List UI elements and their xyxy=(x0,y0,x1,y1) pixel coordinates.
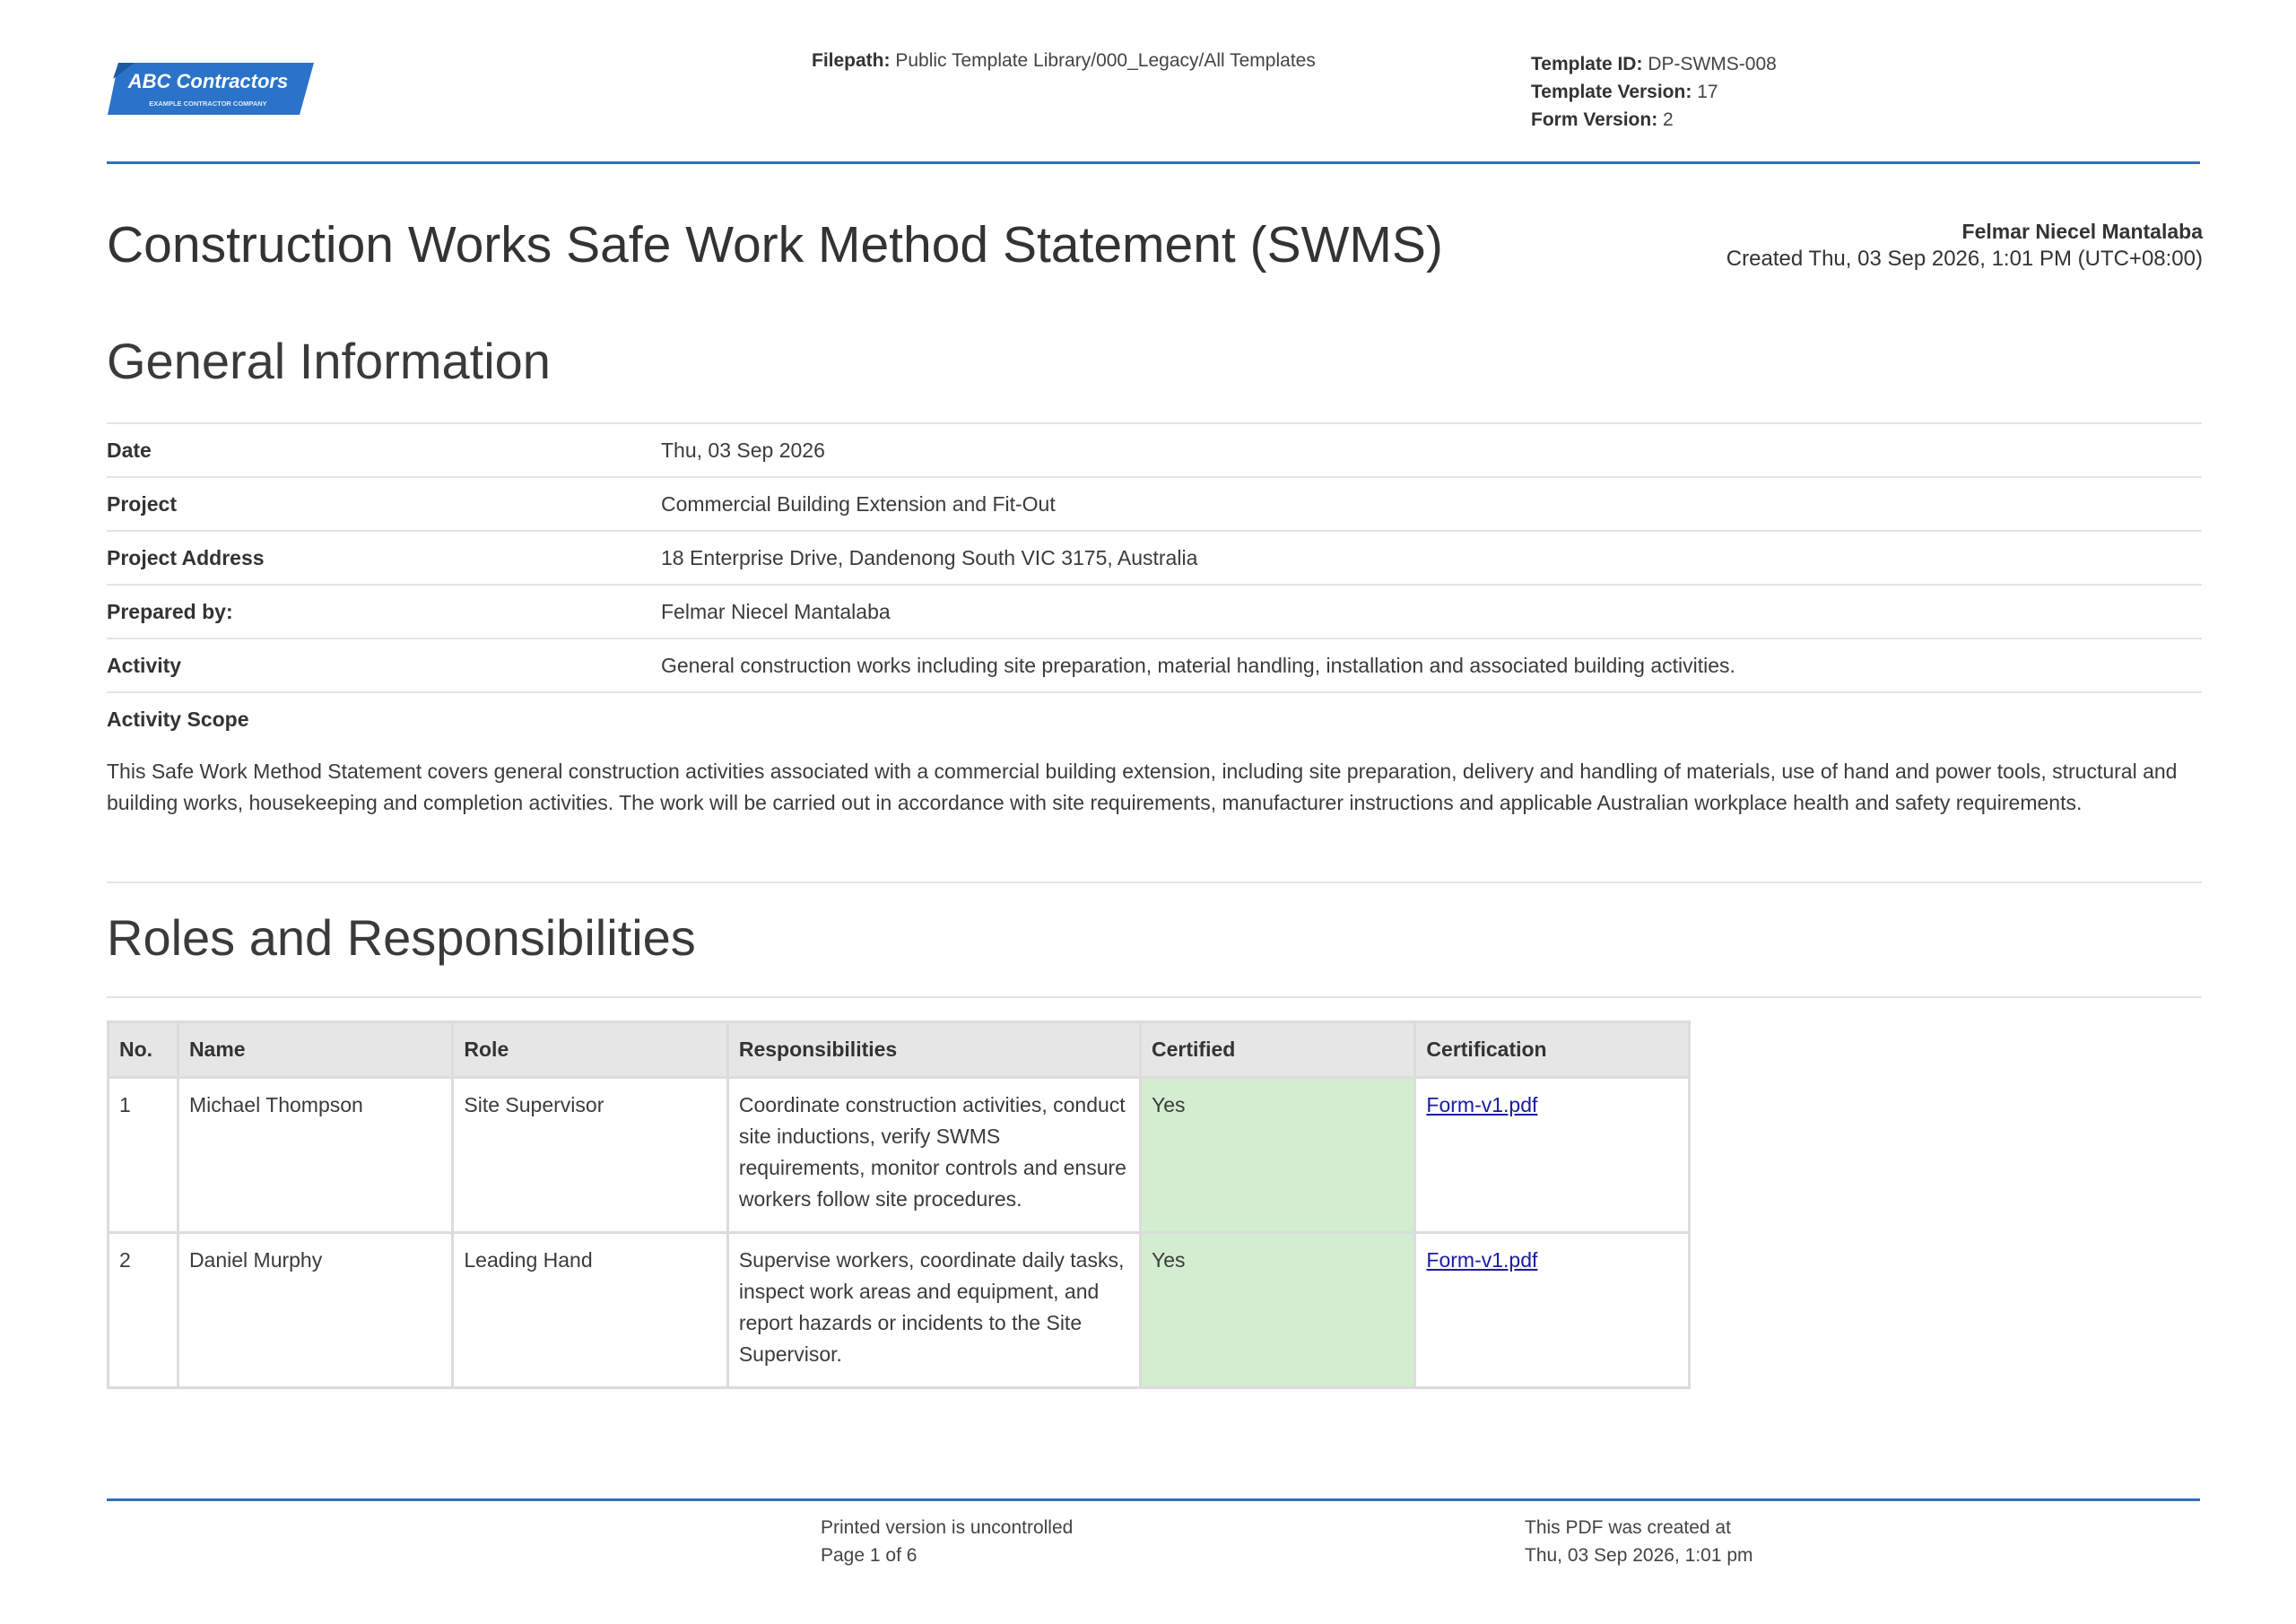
column-header-role: Role xyxy=(453,1022,727,1078)
pdf-created-value: Thu, 03 Sep 2026, 1:01 pm xyxy=(1525,1545,1753,1566)
footer-left xyxy=(821,1514,1073,1569)
cell-role: Leading Hand xyxy=(453,1233,727,1388)
footer-divider xyxy=(107,1498,2200,1501)
cell-responsibilities: Supervise workers, coordinate daily tasks, inspect work areas and equipment, and report hazards or incidents to the Site Supervisor. xyxy=(727,1233,1140,1388)
info-value: Commercial Building Extension and Fit-Out xyxy=(661,492,1056,516)
cell-certified: Yes xyxy=(1141,1078,1415,1233)
column-header-name: Name xyxy=(178,1022,452,1078)
cell-certification xyxy=(1415,1233,1690,1388)
filepath-label: Filepath: xyxy=(812,50,891,71)
info-label: Activity xyxy=(107,654,182,677)
general-info-list xyxy=(107,422,2202,693)
form-version-value: 2 xyxy=(1663,109,1674,130)
template-id-value: DP-SWMS-008 xyxy=(1648,54,1777,74)
info-row-prepared-by xyxy=(107,586,2202,639)
section-heading-general: General Information xyxy=(107,333,551,389)
section-divider xyxy=(107,996,2202,998)
template-meta xyxy=(1531,50,1777,134)
table-header-row xyxy=(109,1022,1690,1078)
activity-scope-label: Activity Scope xyxy=(107,708,249,731)
form-version xyxy=(1531,106,1777,134)
logo-tagline: EXAMPLE CONTRACTOR COMPANY xyxy=(149,100,267,108)
info-label: Project xyxy=(107,492,177,516)
author-name: Felmar Niecel Mantalaba xyxy=(1961,220,2203,243)
roles-table xyxy=(107,1020,1691,1389)
cell-responsibilities: Coordinate construction activities, conduct site inductions, verify SWMS requirements, monitor controls and ensure workers follow site procedures. xyxy=(727,1078,1140,1233)
table-row xyxy=(109,1233,1690,1388)
cell-name: Michael Thompson xyxy=(178,1078,452,1233)
filepath xyxy=(812,50,1316,72)
section-divider xyxy=(107,881,2202,883)
cell-certification xyxy=(1415,1078,1690,1233)
cell-no: 1 xyxy=(109,1078,178,1233)
footer-right xyxy=(1525,1514,1753,1569)
info-label: Prepared by: xyxy=(107,600,233,623)
section-heading-roles: Roles and Responsibilities xyxy=(107,909,696,966)
document-title: Construction Works Safe Work Method Statement (SWMS) xyxy=(107,216,1443,274)
form-version-label: Form Version: xyxy=(1531,109,1658,130)
info-label: Project Address xyxy=(107,546,265,569)
cell-no: 2 xyxy=(109,1233,178,1388)
cell-name: Daniel Murphy xyxy=(178,1233,452,1388)
info-row-project xyxy=(107,478,2202,532)
company-logo xyxy=(108,61,314,117)
certification-file-link[interactable]: Form-v1.pdf xyxy=(1426,1248,1538,1272)
template-version-label: Template Version: xyxy=(1531,82,1692,102)
template-version xyxy=(1531,78,1777,106)
column-header-responsibilities: Responsibilities xyxy=(727,1022,1140,1078)
filepath-value: Public Template Library/000_Legacy/All Templates xyxy=(895,50,1316,71)
logo-brand: ABC Contractors xyxy=(127,70,289,92)
pdf-created-label: This PDF was created at xyxy=(1525,1517,1731,1538)
table-row xyxy=(109,1078,1690,1233)
cell-certified: Yes xyxy=(1141,1233,1415,1388)
template-version-value: 17 xyxy=(1697,82,1718,102)
info-row-activity xyxy=(107,639,2202,693)
author-block xyxy=(1726,220,2203,272)
info-row-address xyxy=(107,532,2202,586)
created-timestamp: Created Thu, 03 Sep 2026, 1:01 PM (UTC+08:00) xyxy=(1726,247,2203,271)
uncontrolled-notice: Printed version is uncontrolled xyxy=(821,1517,1074,1538)
header-divider xyxy=(107,161,2200,164)
info-row-date xyxy=(107,424,2202,478)
page-number: Page 1 of 6 xyxy=(821,1545,918,1566)
info-value: Thu, 03 Sep 2026 xyxy=(661,439,825,462)
info-label: Date xyxy=(107,439,152,462)
activity-scope-text: This Safe Work Method Statement covers general construction activities associated with a commercial building extension, including site preparation, delivery and handling of materials, use of hand and power tools, structural and building works, housekeeping and completion activities. The work will be carried out in accordance with site requirements, manufacturer instructions and applicable Australian workplace health and safety requirements. xyxy=(107,760,2178,814)
info-value: 18 Enterprise Drive, Dandenong South VIC 3175, Australia xyxy=(661,546,1198,569)
column-header-no: No. xyxy=(109,1022,178,1078)
info-value: Felmar Niecel Mantalaba xyxy=(661,600,891,623)
template-id xyxy=(1531,50,1777,78)
info-value: General construction works including site preparation, material handling, installation and associated building activities. xyxy=(661,654,1735,677)
template-id-label: Template ID: xyxy=(1531,54,1643,74)
certification-file-link[interactable]: Form-v1.pdf xyxy=(1426,1093,1538,1116)
column-header-certification: Certification xyxy=(1415,1022,1690,1078)
cell-role: Site Supervisor xyxy=(453,1078,727,1233)
column-header-certified: Certified xyxy=(1141,1022,1415,1078)
